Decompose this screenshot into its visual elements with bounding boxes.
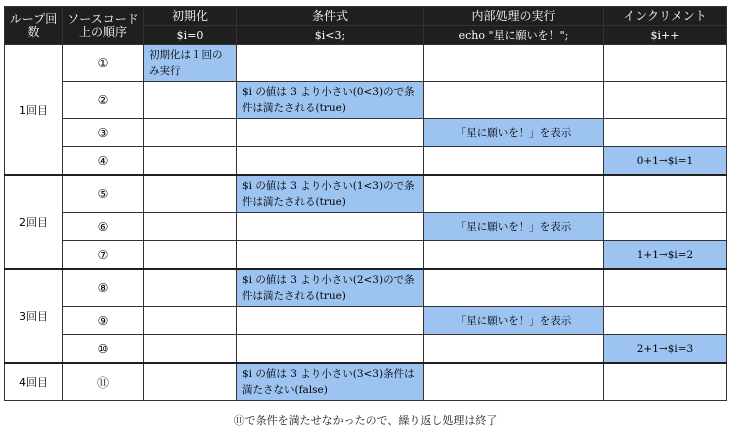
condition-text: $i の値は 3 より小さい(2<3)ので条件は満たされる(true)	[242, 274, 415, 302]
body-cell	[424, 335, 604, 364]
step-order: ⑩	[63, 335, 144, 364]
step-order: ⑪	[63, 363, 144, 401]
condition-cell	[237, 147, 424, 176]
init-cell	[144, 119, 237, 147]
init-cell	[144, 82, 237, 119]
increment-cell	[604, 241, 727, 270]
init-cell	[144, 307, 237, 335]
body-cell	[424, 147, 604, 176]
init-text: 初期化は１回のみ実行	[149, 49, 223, 77]
table-row	[5, 213, 727, 241]
init-cell	[144, 175, 237, 213]
body-cell	[424, 45, 604, 82]
step-order: ②	[63, 82, 144, 119]
header-source-order: ソースコード上の順序	[63, 7, 144, 45]
init-cell	[144, 241, 237, 270]
step-order: ⑧	[63, 269, 144, 307]
code-init: $i=0	[144, 26, 237, 45]
increment-cell	[604, 147, 727, 176]
increment-cell	[604, 82, 727, 119]
loop-table	[4, 6, 727, 401]
increment-text: 2+1→$i=3	[636, 342, 694, 355]
header-init: 初期化	[144, 7, 237, 26]
step-order: ①	[63, 45, 144, 82]
loop-label: 4回目	[5, 363, 63, 401]
loop-label: 2回目	[5, 175, 63, 269]
condition-cell	[237, 213, 424, 241]
table-row	[5, 119, 727, 147]
init-cell	[144, 335, 237, 364]
condition-cell	[237, 307, 424, 335]
step-order: ⑤	[63, 175, 144, 213]
step-order: ③	[63, 119, 144, 147]
table-row	[5, 147, 727, 176]
body-cell	[424, 82, 604, 119]
step-order: ④	[63, 147, 144, 176]
init-cell	[144, 363, 237, 401]
increment-cell	[604, 175, 727, 213]
table-row	[5, 82, 727, 119]
table-row	[5, 335, 727, 364]
table-row	[5, 241, 727, 270]
step-order: ⑦	[63, 241, 144, 270]
code-condition: $i<3;	[237, 26, 424, 45]
condition-cell	[237, 45, 424, 82]
header-body: 内部処理の実行	[424, 7, 604, 26]
condition-cell	[237, 82, 424, 119]
increment-text: 1+1→$i=2	[636, 248, 694, 261]
condition-cell	[237, 335, 424, 364]
table-row	[5, 307, 727, 335]
body-cell	[424, 175, 604, 213]
increment-text: 0+1→$i=1	[636, 154, 694, 167]
condition-cell	[237, 363, 424, 401]
body-cell	[424, 241, 604, 270]
body-cell	[424, 119, 604, 147]
body-cell	[424, 269, 604, 307]
code-body: echo "星に願いを！";	[424, 26, 604, 45]
condition-cell	[237, 119, 424, 147]
condition-text: $i の値は 3 より小さい(3<3)条件は満たさない(false)	[242, 368, 415, 396]
increment-cell	[604, 213, 727, 241]
condition-cell	[237, 175, 424, 213]
header-increment: インクリメント	[604, 7, 727, 26]
body-cell	[424, 213, 604, 241]
condition-cell	[237, 241, 424, 270]
step-order: ⑥	[63, 213, 144, 241]
code-increment: $i++	[604, 26, 727, 45]
caption: ⑪で条件を満たせなかったので、繰り返し処理は終了	[233, 414, 498, 427]
increment-cell	[604, 307, 727, 335]
increment-cell	[604, 363, 727, 401]
body-text: 「星に願いを！」を表示	[455, 314, 572, 327]
header-condition: 条件式	[237, 7, 424, 26]
step-order: ⑨	[63, 307, 144, 335]
header-row	[5, 7, 727, 26]
init-cell	[144, 147, 237, 176]
table-row	[5, 363, 727, 401]
table-row	[5, 175, 727, 213]
body-text: 「星に願いを！」を表示	[455, 220, 572, 233]
increment-cell	[604, 335, 727, 364]
condition-text: $i の値は 3 より小さい(0<3)ので条件は満たされる(true)	[242, 86, 415, 114]
loop-label: 1回目	[5, 45, 63, 176]
loop-label: 3回目	[5, 269, 63, 363]
init-cell	[144, 45, 237, 82]
body-cell	[424, 307, 604, 335]
init-cell	[144, 213, 237, 241]
table-row	[5, 269, 727, 307]
body-cell	[424, 363, 604, 401]
increment-cell	[604, 119, 727, 147]
condition-text: $i の値は 3 より小さい(1<3)ので条件は満たされる(true)	[242, 180, 415, 208]
body-text: 「星に願いを！」を表示	[455, 126, 572, 139]
condition-cell	[237, 269, 424, 307]
increment-cell	[604, 45, 727, 82]
table-row	[5, 45, 727, 82]
init-cell	[144, 269, 237, 307]
increment-cell	[604, 269, 727, 307]
header-loop-count: ループ回数	[5, 7, 63, 45]
